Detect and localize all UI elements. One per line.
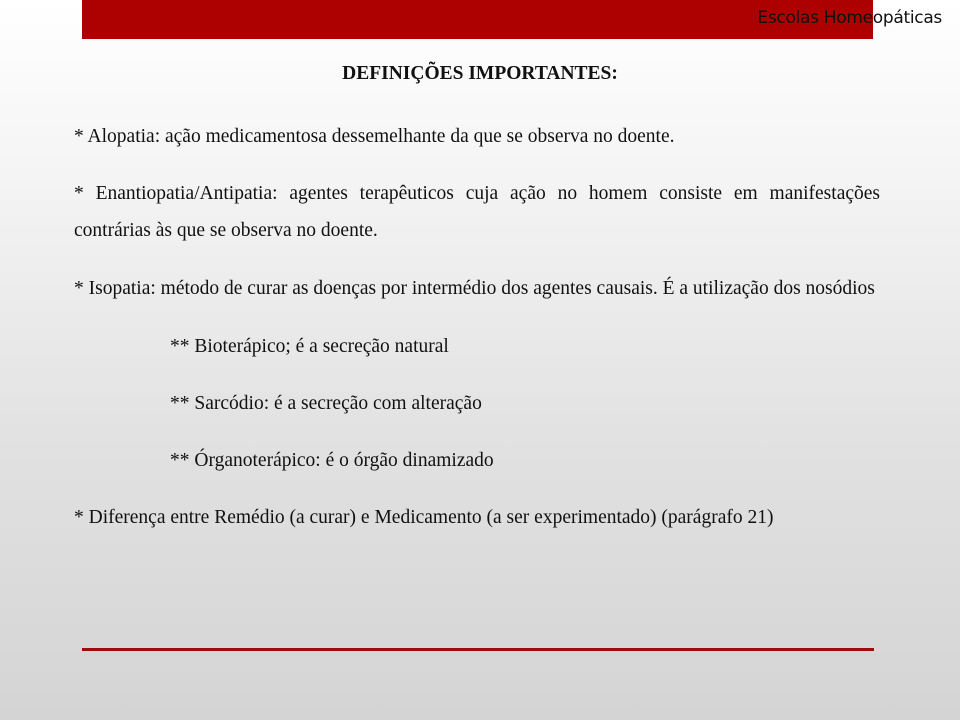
definition-remedio-medicamento: * Diferença entre Remédio (a curar) e Medicamento (a ser experimentado) (parágrafo 21): [74, 507, 774, 528]
header-title: Escolas Homeopáticas: [757, 8, 942, 28]
slide-content: [74, 118, 880, 557]
definition-isopatia: * Isopatia: método de curar as doenças por intermédio dos agentes causais. É a utilização dos nosódios: [74, 278, 875, 299]
definition-enantiopatia: * Enantiopatia/Antipatia: agentes terapêuticos cuja ação no homem consiste em manifestações contrárias às que se observa no doente.: [74, 183, 880, 241]
subitem-organoterapico: ** Órganoterápico: é o órgão dinamizado: [170, 450, 494, 471]
subitem-bioterapico: ** Bioterápico; é a secreção natural: [170, 336, 449, 357]
slide-title: DEFINIÇÕES IMPORTANTES:: [342, 63, 618, 84]
definition-alopatia: * Alopatia: ação medicamentosa dessemelhante da que se observa no doente.: [74, 126, 675, 147]
subitem-sarcodio: ** Sarcódio: é a secreção com alteração: [170, 393, 482, 414]
header-bar: [82, 0, 873, 39]
footer-divider: [82, 648, 874, 651]
